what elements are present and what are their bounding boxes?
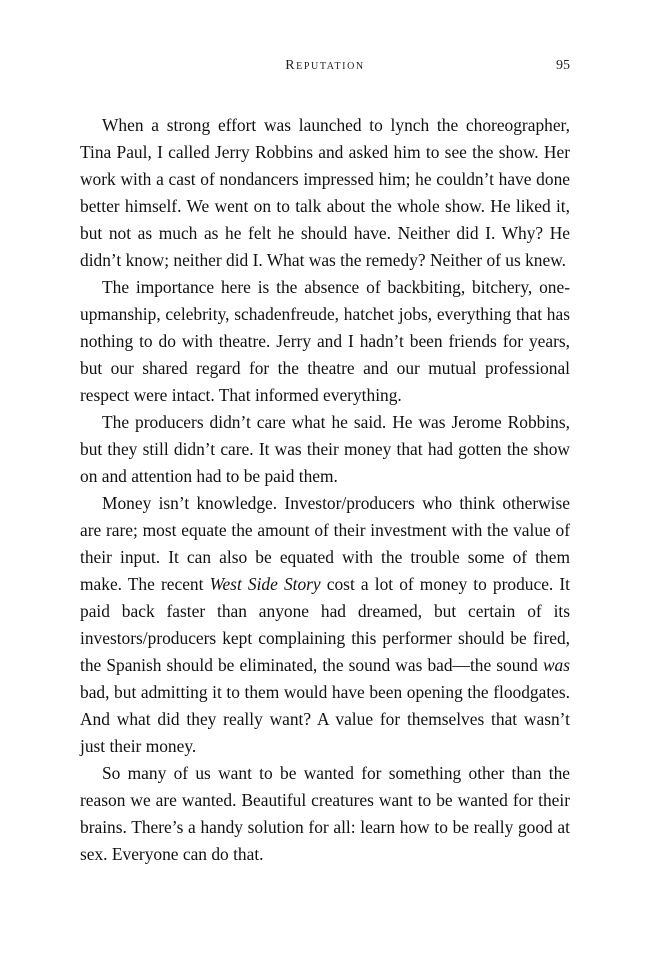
- italic-emphasis: was: [542, 655, 570, 675]
- paragraph: When a strong effort was launched to lynch the choreographer, Tina Paul, I called Jerry Robbins and asked him to see the show. Her work with a cast of nondancers impressed him; he couldn’t have done better himself. We went on to talk about the whole show. He liked it, but not as much as he felt he should have. Neither did I. Why? He didn’t know; neither did I. What was the remedy? Neither of us knew.: [80, 115, 570, 270]
- paragraph-text: Money isn’t knowledge. Investor/producers who think otherwise are rare; most equate the amount of their investment with the value of their input. It can also be equated with the trouble some of them make. The recent: [80, 493, 570, 594]
- body-text: [80, 112, 570, 868]
- page-number: 95: [556, 58, 570, 73]
- italic-title: West Side Story: [209, 574, 321, 594]
- paragraph-text: cost a lot of money to produce. It paid back faster than anyone had dreamed, but certain of its investors/producers kept complaining this performer should be fired, the Spanish should be eliminated, the sound was bad—the sound: [80, 574, 570, 675]
- paragraph-text: bad, but admitting it to them would have been opening the floodgates. And what did they really want? A value for themselves that wasn’t just their money.: [80, 682, 570, 756]
- paragraph: So many of us want to be wanted for something other than the reason we are wanted. Beautiful creatures want to be wanted for their brains. There’s a handy solution for all: learn how to be really good at sex. Everyone can do that.: [80, 763, 570, 864]
- paragraph: The importance here is the absence of backbiting, bitchery, one-upmanship, celebrity, schadenfreude, hatchet jobs, everything that has nothing to do with theatre. Jerry and I hadn’t been friends for years, but our shared regard for the theatre and our mutual professional respect were intact. That informed everything.: [80, 277, 570, 405]
- paragraph: [80, 490, 570, 760]
- running-title: Reputation: [285, 58, 365, 73]
- paragraph: The producers didn’t care what he said. He was Jerome Robbins, but they still didn’t care. It was their money that had gotten the show on and attention had to be paid them.: [80, 412, 570, 486]
